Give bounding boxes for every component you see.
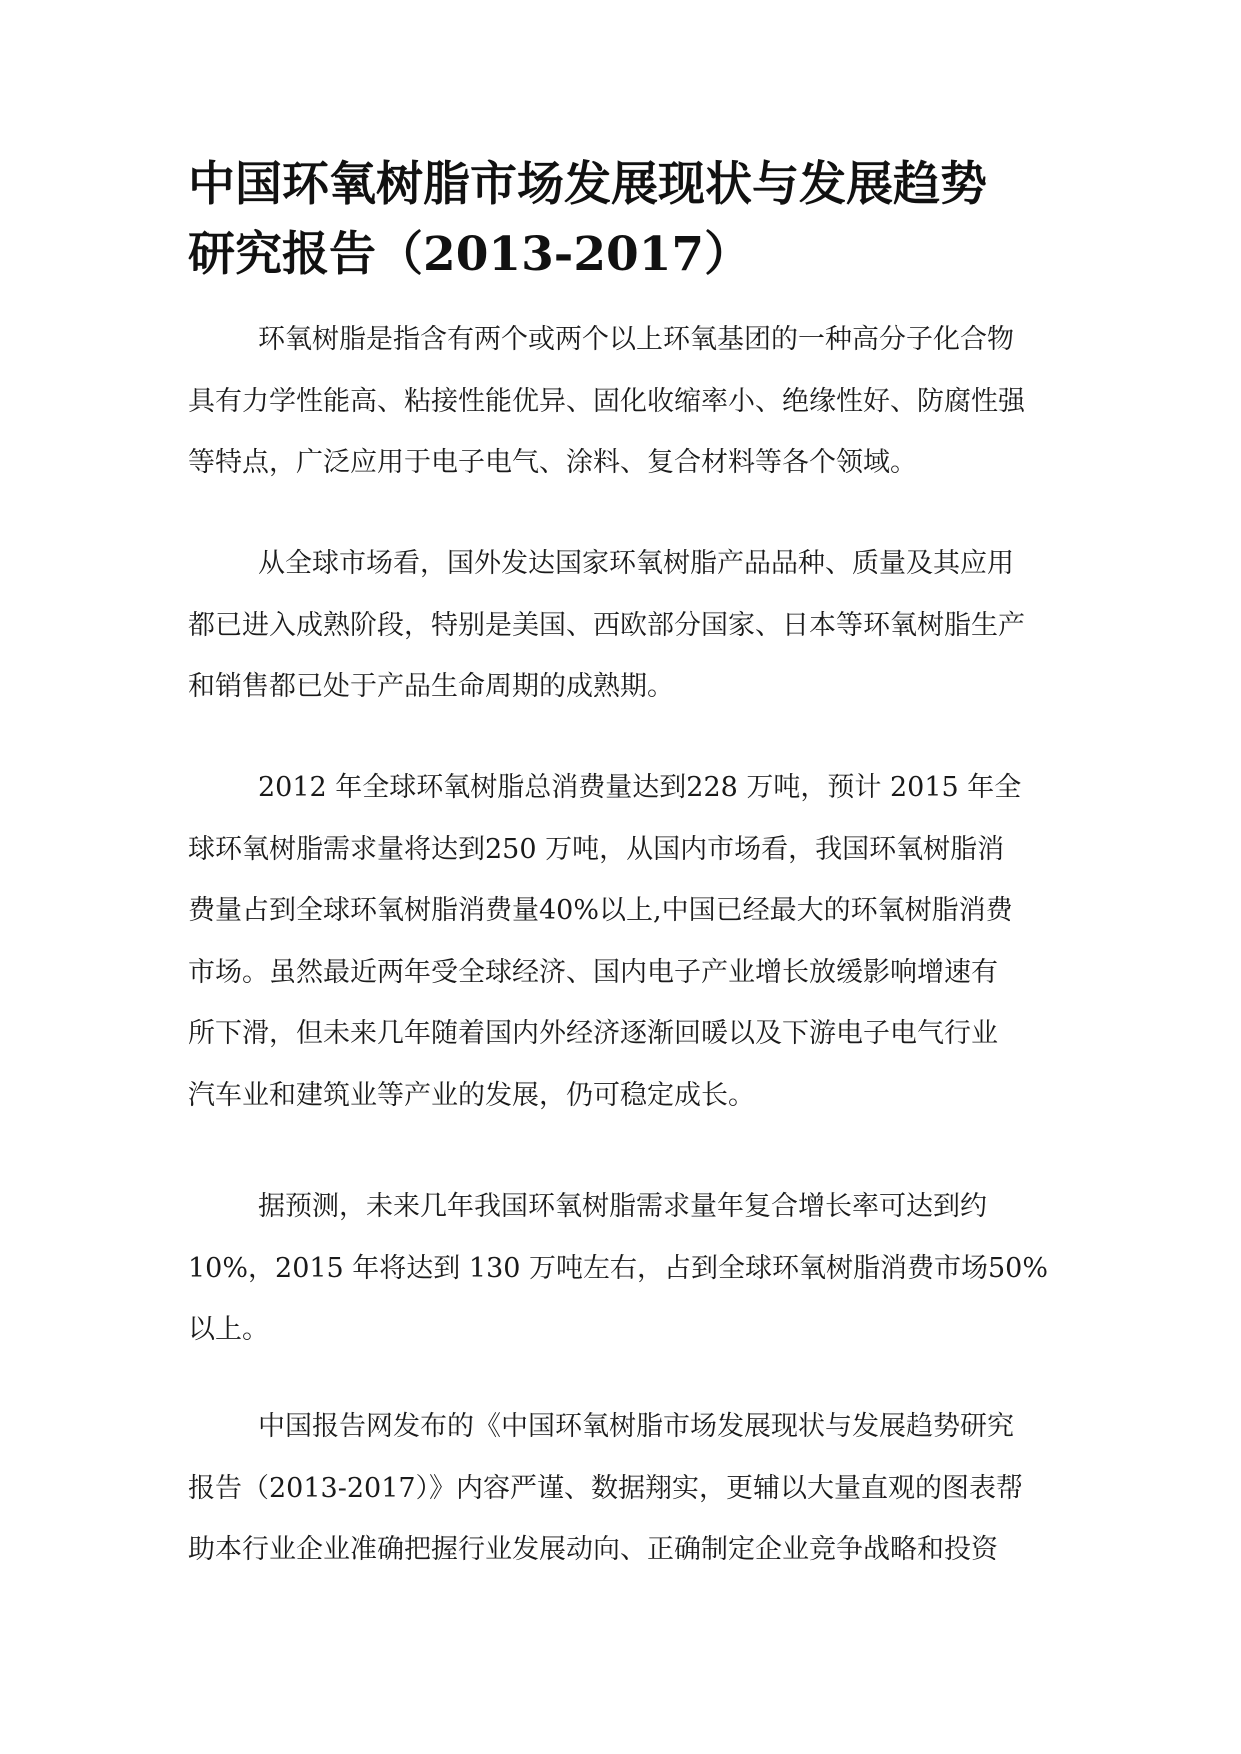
paragraph-forecast [188,1176,1088,1361]
title-line: 研究报告（2013-2017） [188,227,752,282]
paragraph-line: 以上。 [188,1314,269,1345]
paragraph-line: 都已进入成熟阶段，特别是美国、西欧部分国家、日本等环氧树脂生产 [188,609,1025,641]
paragraph-line: 等特点，广泛应用于电子电气、涂料、复合材料等各个领域。 [188,447,917,478]
paragraph-consumption [188,757,1088,1126]
paragraph-line: 环氧树脂是指含有两个或两个以上环氧基团的一种高分子化合物 [258,324,1014,355]
paragraph-line: 助本行业企业准确把握行业发展动向、正确制定企业竞争战略和投资 [188,1534,998,1565]
paragraph-line: 具有力学性能高、粘接性能优异、固化收缩率小、绝缘性好、防腐性强 [188,385,1025,417]
paragraph-line: 报告（2013-2017）》内容严谨、数据翔实，更辅以大量直观的图表帮 [188,1472,1024,1504]
document-title [188,150,1088,290]
paragraph-epoxy-definition [188,309,1088,494]
title-line: 中国环氧树脂市场发展现状与发展趋势 [188,157,987,212]
paragraph-line: 球环氧树脂需求量将达到250 万吨，从国内市场看，我国环氧树脂消 [188,833,1005,865]
paragraph-line: 据预测，未来几年我国环氧树脂需求量年复合增长率可达到约 [258,1191,987,1222]
paragraph-line: 中国报告网发布的《中国环氧树脂市场发展现状与发展趋势研究 [258,1411,1014,1442]
paragraph-global-market [188,533,1088,718]
paragraph-line: 费量占到全球环氧树脂消费量40%以上,中国已经最大的环氧树脂消费 [188,895,1013,926]
paragraph-line: 市场。虽然最近两年受全球经济、国内电子产业增长放缓影响增速有 [188,956,998,988]
paragraph-line: 所下滑，但未来几年随着国内外经济逐渐回暖以及下游电子电气行业 [188,1018,998,1049]
paragraph-line: 10%，2015 年将达到 130 万吨左右，占到全球环氧树脂消费市场50% [188,1252,1049,1284]
paragraph-report-intro [188,1396,1088,1581]
paragraph-line: 从全球市场看，国外发达国家环氧树脂产品品种、质量及其应用 [258,548,1014,579]
paragraph-line: 汽车业和建筑业等产业的发展，仍可稳定成长。 [188,1079,755,1111]
paragraph-line: 和销售都已处于产品生命周期的成熟期。 [188,671,674,702]
paragraph-line: 2012 年全球环氧树脂总消费量达到228 万吨，预计 2015 年全 [258,772,1022,803]
